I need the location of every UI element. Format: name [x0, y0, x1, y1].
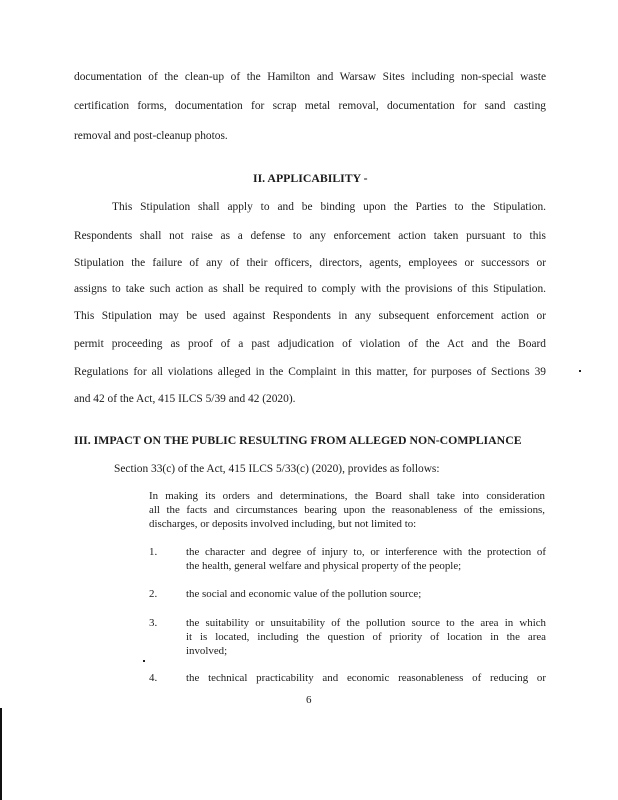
list-item-number: 1. — [149, 546, 158, 558]
intro-line: documentation of the clean-up of the Hamilton and Warsaw Sites including non-special waste — [74, 71, 546, 83]
scan-speck — [579, 370, 581, 372]
body-line: assigns to take such action as shall be required to comply with the provisions of this Stipulation. — [74, 283, 546, 295]
section-heading-impact: III. IMPACT ON THE PUBLIC RESULTING FROM ALLEGED NON-COMPLIANCE — [74, 433, 522, 447]
body-line: Regulations for all violations alleged in the Complaint in this matter, for purposes of Sections 39 — [74, 366, 546, 378]
section-heading-applicability: II. APPLICABILITY - — [253, 171, 368, 185]
page-number: 6 — [306, 694, 312, 706]
scan-edge — [0, 708, 2, 800]
quote-line: In making its orders and determinations, the Board shall take into consideration — [149, 490, 545, 502]
section-intro: Section 33(c) of the Act, 415 ILCS 5/33(c) (2020), provides as follows: — [114, 463, 440, 475]
body-line: This Stipulation may be used against Respondents in any subsequent enforcement action or — [74, 310, 546, 322]
body-line: permit proceeding as proof of a past adjudication of violation of the Act and the Board — [74, 338, 546, 350]
scan-speck — [143, 660, 145, 662]
quote-line: discharges, or deposits involved including, but not limited to: — [149, 518, 417, 530]
list-item-line: the character and degree of injury to, or interference with the protection of — [186, 546, 546, 558]
body-line: Stipulation the failure of any of their officers, directors, agents, employees or successors or — [74, 257, 546, 269]
list-item-line: involved; — [186, 645, 228, 657]
body-line: This Stipulation shall apply to and be binding upon the Parties to the Stipulation. — [112, 201, 546, 213]
body-line: Respondents shall not raise as a defense to any enforcement action taken pursuant to this — [74, 230, 546, 242]
list-item-line: it is located, including the question of priority of location in the area — [186, 631, 546, 643]
list-item-line: the social and economic value of the pollution source; — [186, 588, 422, 600]
intro-line: removal and post-cleanup photos. — [74, 130, 228, 142]
quote-line: all the facts and circumstances bearing upon the reasonableness of the emissions, — [149, 504, 545, 516]
list-item-line: the technical practicability and economic reasonableness of reducing or — [186, 672, 546, 684]
list-item-number: 4. — [149, 672, 158, 684]
list-item-number: 3. — [149, 617, 158, 629]
list-item-line: the health, general welfare and physical property of the people; — [186, 560, 462, 572]
list-item-line: the suitability or unsuitability of the pollution source to the area in which — [186, 617, 546, 629]
body-line: and 42 of the Act, 415 ILCS 5/39 and 42 (2020). — [74, 393, 296, 405]
intro-line: certification forms, documentation for scrap metal removal, documentation for sand casting — [74, 100, 546, 112]
list-item-number: 2. — [149, 588, 158, 600]
